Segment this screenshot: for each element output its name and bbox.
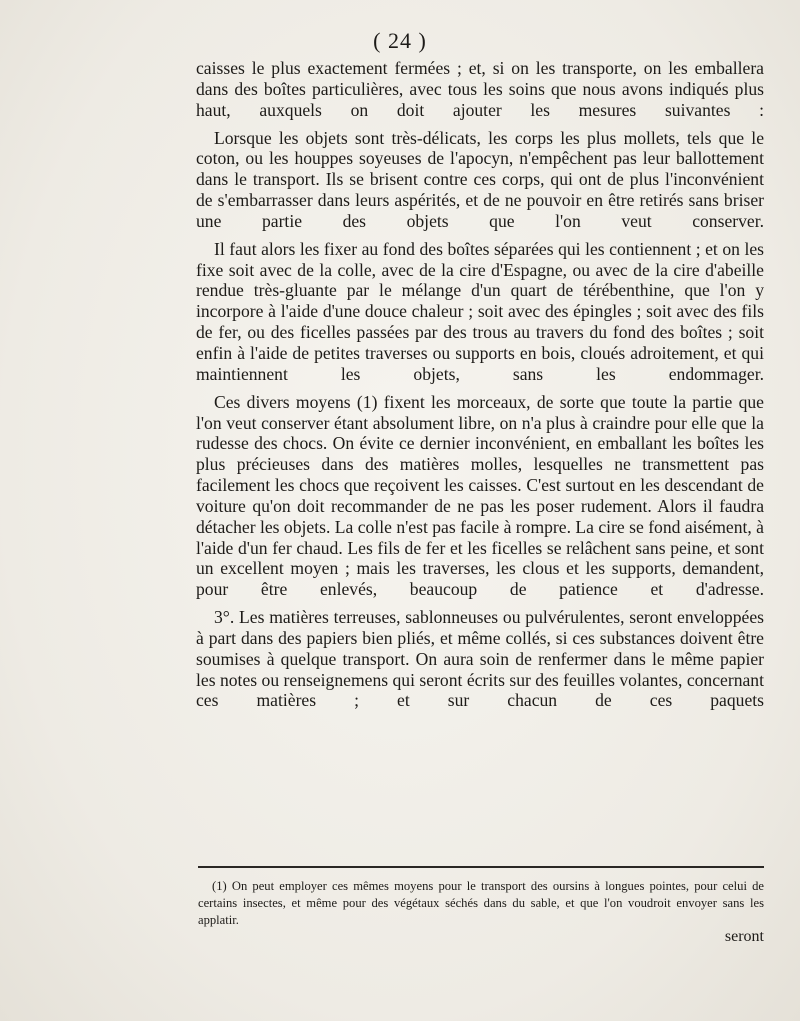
paragraph-5: 3°. Les matières terreuses, sablonneuses ou pulvérulentes, seront enveloppées à part dans des papiers bien pliés, et même collés, si ces substances doivent être soumises à quelque transport. On aura soin de renfermer dans le même papier les notes ou renseignemens qui seront écrits sur des feuilles volantes, concernant ces matières ; et sur chacun de ces paquets (196, 607, 764, 711)
page-number: ( 24 ) (373, 28, 427, 53)
paragraph-2: Lorsque les objets sont très-délicats, les corps les plus mollets, tels que le coton, ou les houppes soyeuses de l'apocyn, n'empêchent pas leur ballottement dans le transport. Ils se brisent contre ces corps, qui ont de plus l'inconvénient de s'embarrasser dans leurs aspérités, et de ne pouvoir en être retirés sans briser une partie des objets que l'on veut conserver. (196, 127, 764, 231)
paragraph-3: Il faut alors les fixer au fond des boîtes séparées qui les contiennent ; et on les fixe soit avec de la colle, avec de la cire d'Espagne, ou avec de la cire d'abeille rendue très-gluante par le mélange d'un quart de térébenthine, que l'on y incorpore à l'aide d'une douce chaleur ; soit avec des épingles ; soit avec des fils de fer, ou des ficelles passées par des trous au travers du fond des boîtes ; soit enfin à l'aide de petites traverses ou supports en bois, cloués adroitement, et qui maintiennent les objets, sans les endommager. (196, 238, 764, 384)
paragraph-1: caisses le plus exactement fermées ; et, si on les transporte, on les emballera dans des boîtes particulières, avec tous les soins que nous avons indiqués plus haut, auxquels on doit ajouter les mesures suivantes : (196, 58, 764, 120)
paragraph-4: Ces divers moyens (1) fixent les morceaux, de sorte que toute la partie que l'on veut conserver étant absolument libre, on n'a plus à craindre pour elle que la rudesse des chocs. On évite ce dernier inconvénient, en emballant les boîtes les plus précieuses dans des matières molles, lesquelles ne transmettent pas facilement les chocs que reçoivent les caisses. C'est surtout en les descendant de voiture qu'on doit recommander de ne pas les poser rudement. Alors il faudra détacher les objets. La colle n'est pas facile à rompre. La cire se fond aisément, à l'aide d'un fer chaud. Les fils de fer et les ficelles se relâchent sans peine, et sont un excellent moyen ; mais les traverses, les clous et les supports, demandent, pour être enlevés, beaucoup de patience et d'adresse. (196, 391, 764, 600)
footnote: (1) On peut employer ces mêmes moyens pour le transport des oursins à longues pointes, pour celui de certains insectes, et même pour des végétaux séchés dans du sable, et que l'on voudroit envoyer sans les applatir. (198, 879, 764, 927)
body-text (196, 58, 764, 718)
footnote-rule (198, 866, 764, 868)
catchword: seront (724, 928, 764, 945)
